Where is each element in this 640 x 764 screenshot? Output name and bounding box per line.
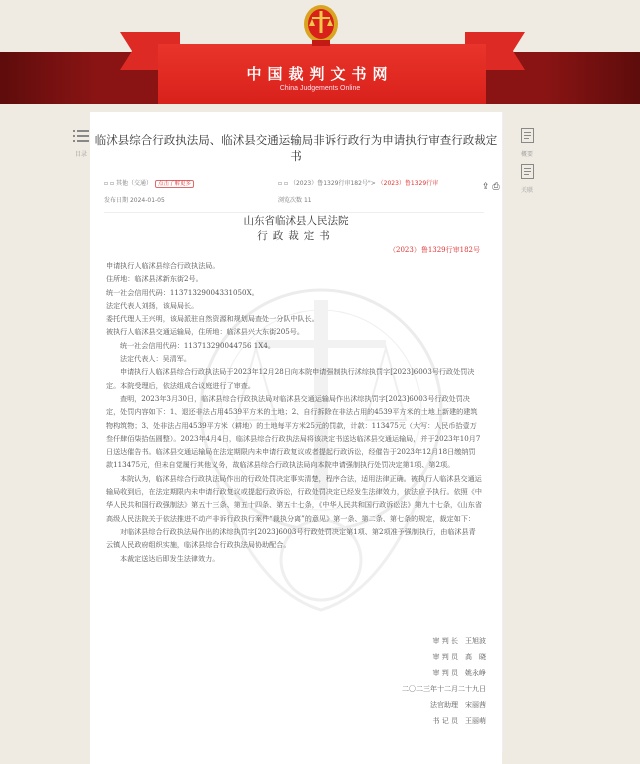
- judgment-date: 二〇二三年十二月二十九日: [402, 685, 486, 693]
- paragraph: 申请执行人临沭县综合行政执法局。: [106, 261, 220, 270]
- document-card: [90, 112, 502, 764]
- paragraph: 本院认为，临沭县综合行政执法局作出的行政处罚决定事实清楚，程序合法，适用法律正确。被执行人临沭县交通运输局收到后，在法定期限内未申请行政复议或提起行政诉讼，行政处罚决定已经发生法律效力，依法应予执行。依照《中华人民共和国行政强制法》第五十三条、第五十四条、第五十七条，《中华人民共和国行政诉讼法》第九十七条，《山东省高级人民法院关于依法推进不动产非诉行政执行案件“裁执分离”的意见》第一条、第二条、第七条的规定，裁定如下：: [106, 473, 482, 523]
- publish-date: 发布日期 2024-01-05: [104, 197, 165, 204]
- court-emblem-icon: [303, 4, 339, 54]
- summary-label: 概要: [520, 151, 533, 158]
- paragraph: 委托代理人王兴明，该局派驻自然资源和规划局查处一分队中队长。: [106, 314, 319, 324]
- site-title: 中国裁判文书网: [246, 65, 394, 83]
- list-icon: [73, 129, 89, 143]
- signature-line: 法官助理 宋丽茜: [430, 701, 486, 709]
- document-icon: [521, 164, 534, 179]
- toc-label: 目录: [74, 151, 87, 158]
- paragraph: 对临沭县综合行政执法局作出的沭综执罚字[2023]6003号行政处罚决定第1项、第2项准予强制执行，由临沭县青云镇人民政府组织实施，临沭县综合行政执法局协助配合。: [106, 526, 476, 550]
- document-body: [106, 259, 482, 565]
- case-cause: ▫ ▫ 其他（交通） 点击了解更多: [104, 178, 194, 187]
- paragraph: 法定代表人刘扬，该局局长。: [106, 300, 199, 310]
- paragraph: 查明，2023年3月30日，临沭县综合行政执法局对临沭县交通运输局作出沭综执罚字[2023]6003号行政处罚决定，处罚内容如下：1、退还非法占用4539平方米的土地；2、自行拆除在非法占用的4539平方米的土地上新建的建筑物构筑物；3、处非法占用4539平方米（耕地）的土地每平方米25元的罚款，计款：113475元（大写：人民币拾壹万叁仟肆佰柒拾伍圆整）。2023年4月4日，临沭县综合行政执法局将该决定书送达临沭县交通运输局，并于2023年10月7日送达催告书。临沭县交通运输局在法定期限内未申请行政复议或者提起行政诉讼，经催告于2023年12月18日缴纳罚款113475元，但未自觉履行其他义务，故临沭县综合行政执法局向本院申请强制执行处罚决定第1项、第2项。: [106, 393, 481, 470]
- signature-line: 书 记 员 王丽萌: [432, 717, 486, 725]
- action-icons: [482, 182, 500, 192]
- paragraph: 法定代表人：吴清军。: [120, 354, 191, 364]
- paragraph: 住所地：临沭县沭新东街2号。: [106, 274, 203, 284]
- print-icon[interactable]: ⎙: [492, 182, 500, 192]
- signature-line: 审 判 长 王旭波: [432, 637, 486, 645]
- doc-icon: ▫ ▫: [278, 180, 290, 187]
- paragraph: 被执行人临沭县交通运输局，住所地：临沭县兴大东街205号。: [106, 327, 304, 337]
- toc-button[interactable]: [70, 128, 92, 158]
- court-name: 山东省临沭县人民法院: [243, 215, 349, 227]
- folder-icon: ▫ ▫: [104, 180, 116, 187]
- related-button[interactable]: [516, 164, 538, 194]
- site-subtitle: China Judgements Online: [279, 85, 361, 92]
- case-reference: ▫ ▫ （2023）鲁1329行审182号"> （2023）鲁1329行审: [278, 180, 439, 187]
- learn-more-tag[interactable]: 点击了解更多: [155, 180, 194, 188]
- paragraph: 本裁定送达后即发生法律效力。: [120, 553, 220, 563]
- paragraph: 申请执行人临沭县综合行政执法局于2023年12月28日向本院申请强制执行沭综执罚字[2023]6003号行政处罚决定。本院受理后，依法组成合议庭进行了审查。: [106, 367, 475, 390]
- document-type: 行政裁定书: [257, 230, 335, 242]
- case-number: （2023）鲁1329行审182号: [389, 246, 480, 254]
- related-label: 关联: [520, 187, 533, 194]
- view-count: 浏览次数 11: [278, 197, 312, 204]
- document-icon: [521, 128, 534, 143]
- share-icon[interactable]: ⇪: [482, 182, 490, 192]
- document-title: 临沭县综合行政执法局、临沭县交通运输局非诉行政行为申请执行审查行政裁定书: [94, 133, 498, 163]
- signature-line: 审 判 员 高 晓: [432, 653, 486, 661]
- paragraph: 统一社会信用代码：113713290044756 1X4。: [120, 340, 275, 350]
- card-divider: [502, 112, 503, 752]
- signature-line: 审 判 员 姚永峥: [432, 669, 486, 677]
- summary-button[interactable]: [516, 128, 538, 158]
- paragraph: 统一社会信用代码：11371329004331050X。: [106, 287, 259, 297]
- site-header: [0, 0, 640, 105]
